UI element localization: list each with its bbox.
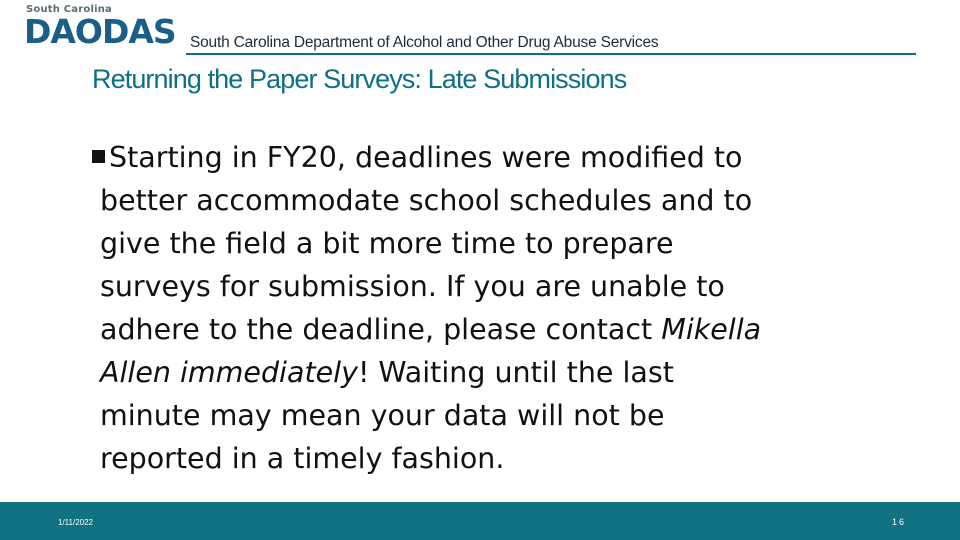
- logo-state-text: South Carolina: [26, 4, 112, 15]
- page-number: 16: [891, 517, 906, 527]
- bullet-line: give the field a bit more time to prepare: [100, 227, 674, 260]
- slide-title: Returning the Paper Surveys: Late Submissions: [92, 64, 627, 94]
- bullet-paragraph: [92, 136, 882, 480]
- logo-wordmark: DAODAS: [24, 12, 176, 51]
- bullet-line: minute may mean your data will not be: [100, 399, 665, 432]
- bullet-text: adhere to the deadline, please contact: [100, 313, 662, 346]
- footer-date: 1/11/2022: [58, 518, 93, 527]
- bullet-text: ! Waiting until the last: [357, 356, 674, 389]
- bullet-line: [92, 308, 882, 351]
- agency-name: South Carolina Department of Alcohol and Other Drug Abuse Services: [190, 34, 659, 51]
- daodas-logo: [24, 4, 184, 54]
- bullet-line: reported in a timely fashion.: [100, 442, 505, 475]
- contact-name-emphasis: Allen immediately: [100, 356, 358, 389]
- square-bullet-icon: [92, 150, 105, 163]
- footer-bar: [0, 502, 960, 540]
- bullet-line: surveys for submission. If you are unable to: [100, 270, 725, 303]
- bullet-text: Starting in FY20, deadlines were modified to: [109, 141, 743, 174]
- bullet-line: [92, 136, 882, 179]
- bullet-line: [92, 351, 882, 394]
- header-divider: [186, 53, 916, 55]
- contact-name-first: Mikella: [661, 313, 762, 346]
- bullet-line: better accommodate school schedules and to: [100, 184, 753, 217]
